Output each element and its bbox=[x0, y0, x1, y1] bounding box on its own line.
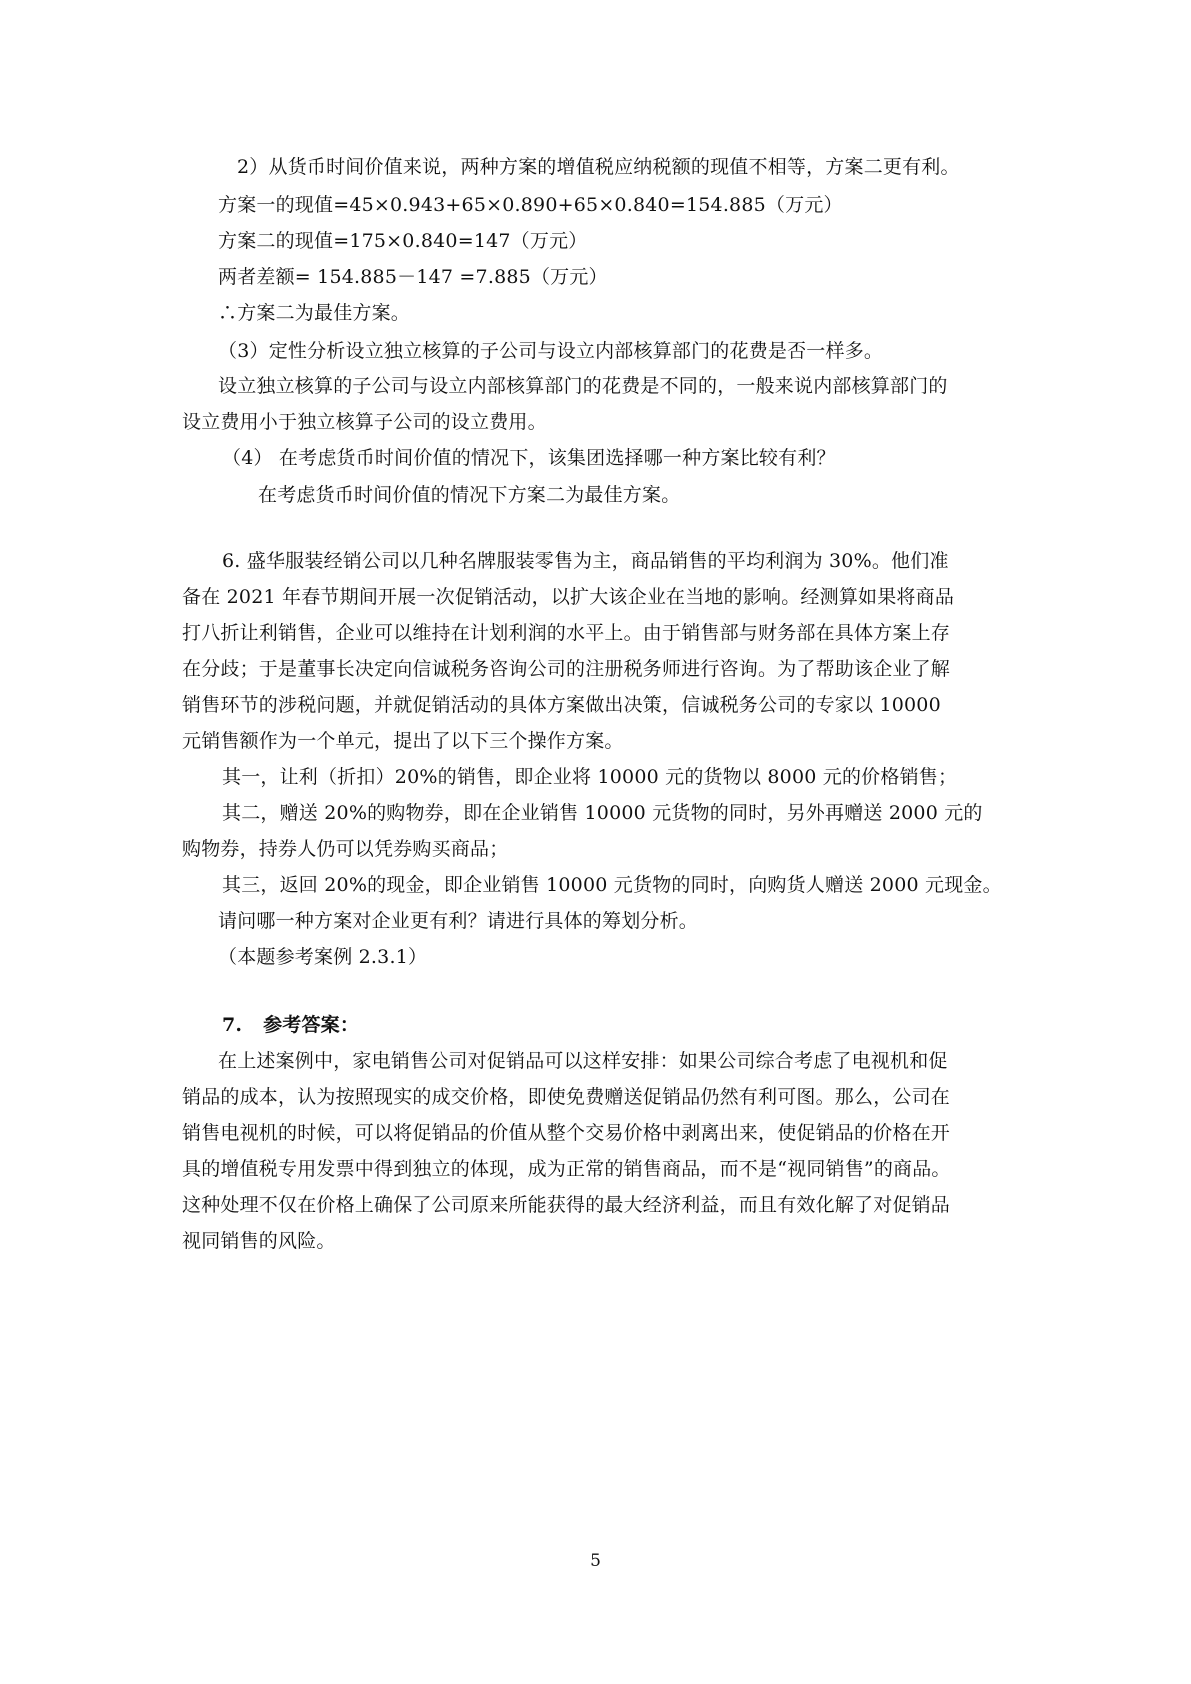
answer-7-line-4: 具的增值税专用发票中得到独立的体现，成为正常的销售商品，而不是“视同销售”的商品。 bbox=[182, 1158, 951, 1180]
q6-option-3: 其三，返回 20%的现金，即企业销售 10000 元货物的同时，向购货人赠送 2000 元现金。 bbox=[222, 874, 1002, 896]
difference-text: 两者差额= 154.885－147 =7.885（万元） bbox=[218, 266, 608, 288]
answer-7-heading bbox=[222, 1013, 359, 1037]
q6-reference: （本题参考案例 2.3.1） bbox=[218, 946, 428, 968]
answer-7-line-1: 在上述案例中，家电销售公司对促销品可以这样安排：如果公司综合考虑了电视机和促 bbox=[218, 1050, 948, 1072]
answer-7-line-2: 销品的成本，认为按照现实的成交价格，即使免费赠送促销品仍然有利可图。那么，公司在 bbox=[182, 1086, 951, 1108]
answer-7-line-3: 销售电视机的时候，可以将促销品的价值从整个交易价格中剥离出来，使促销品的价格在开 bbox=[182, 1122, 951, 1144]
q6-option-1: 其一，让利（折扣）20%的销售，即企业将 10000 元的货物以 8000 元的价格销售； bbox=[222, 766, 958, 788]
point-2-text: 2）从货币时间价值来说，两种方案的增值税应纳税额的现值不相等，方案二更有利。 bbox=[237, 156, 960, 178]
q6-line-2: 备在 2021 年春节期间开展一次促销活动，以扩大该企业在当地的影响。经测算如果将商品 bbox=[182, 586, 955, 608]
q6-line-6: 元销售额作为一个单元，提出了以下三个操作方案。 bbox=[182, 730, 624, 752]
page-number: 5 bbox=[590, 1551, 601, 1571]
conclusion-text: ∴方案二为最佳方案。 bbox=[218, 302, 411, 324]
answer-7-title: 参考答案： bbox=[263, 1014, 360, 1036]
answer-7-line-6: 视同销售的风险。 bbox=[182, 1230, 336, 1252]
answer-7-line-5: 这种处理不仅在价格上确保了公司原来所能获得的最大经济利益，而且有效化解了对促销品 bbox=[182, 1194, 951, 1216]
q6-option-2-line-1: 其二，赠送 20%的购物券，即在企业销售 10000 元货物的同时，另外再赠送 2000 元的 bbox=[222, 802, 983, 824]
answer-4: 在考虑货币时间价值的情况下方案二为最佳方案。 bbox=[258, 484, 681, 506]
question-3: （3）定性分析设立独立核算的子公司与设立内部核算部门的花费是否一样多。 bbox=[218, 340, 884, 362]
q6-line-3: 打八折让利销售，企业可以维持在计划利润的水平上。由于销售部与财务部在具体方案上存 bbox=[182, 622, 951, 644]
plan2-present-value: 方案二的现值=175×0.840=147（万元） bbox=[218, 230, 588, 252]
answer-3-line-1: 设立独立核算的子公司与设立内部核算部门的花费是不同的，一般来说内部核算部门的 bbox=[218, 375, 948, 397]
q6-line-5: 销售环节的涉税问题，并就促销活动的具体方案做出决策，信诚税务公司的专家以 10000 bbox=[182, 694, 941, 716]
question-4: （4） 在考虑货币时间价值的情况下，该集团选择哪一种方案比较有利？ bbox=[222, 447, 836, 469]
q6-line-4: 在分歧；于是董事长决定向信诚税务咨询公司的注册税务师进行咨询。为了帮助该企业了解 bbox=[182, 658, 951, 680]
q6-ask: 请问哪一种方案对企业更有利？请进行具体的筹划分析。 bbox=[218, 910, 699, 932]
q6-option-2-line-2: 购物券，持券人仍可以凭券购买商品； bbox=[182, 838, 509, 860]
answer-7-number: 7. bbox=[222, 1014, 243, 1036]
plan1-present-value: 方案一的现值=45×0.943+65×0.890+65×0.840=154.885（万元） bbox=[218, 194, 843, 216]
answer-3-line-2: 设立费用小于独立核算子公司的设立费用。 bbox=[182, 411, 547, 433]
q6-line-1: 6. 盛华服装经销公司以几种名牌服装零售为主，商品销售的平均利润为 30%。他们准 bbox=[222, 550, 949, 572]
